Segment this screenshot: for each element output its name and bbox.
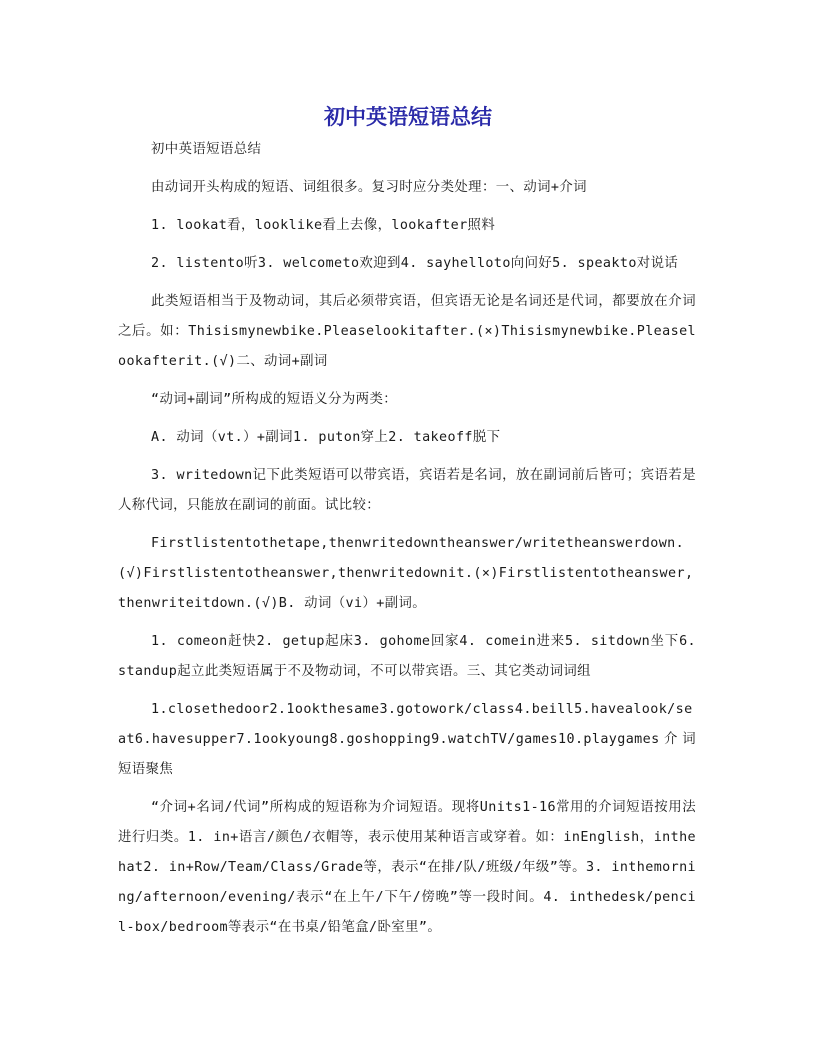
paragraph-list-1: 1. lookat看，looklike看上去像，lookafter照料	[151, 218, 496, 233]
paragraph-subtitle: 初中英语短语总结	[151, 142, 262, 157]
document-body	[118, 135, 696, 943]
paragraph-intro: 由动词开头构成的短语、词组很多。复习时应分类处理：一、动词+介词	[151, 180, 587, 195]
paragraph-other-phrases: 1.closethedoor2.1ookthesame3.gotowork/class4.beill5.havealook/seat6.havesupper7.1ookyoung8.goshopping9.watchTV/games10.playgames介词短语聚焦	[118, 702, 696, 777]
paragraph-explanation-2: 3. writedown记下此类短语可以带宾语，宾语若是名词，放在副词前后皆可；宾语若是人称代词，只能放在副词的前面。试比较：	[118, 468, 696, 513]
paragraph-list-2: 2. listento听3. welcometo欢迎到4. sayhelloto向问好5. speakto对说话	[151, 256, 679, 271]
paragraph-category-b: 1. comeon赶快2. getup起床3. gohome回家4. comein进来5. sitdown坐下6. standup起立此类短语属于不及物动词，不可以带宾语。三、其它类动词词组	[118, 634, 696, 679]
paragraph-category-a: A. 动词（vt.）+副词1. puton穿上2. takeoff脱下	[151, 430, 501, 445]
paragraph-explanation-1: 此类短语相当于及物动词，其后必须带宾语，但宾语无论是名词还是代词，都要放在介词之后。如：Thisismynewbike.Pleaselookitafter.(×)Thisismynewbike.Pleaselookafterit.(√)二、动词+副词	[118, 294, 696, 369]
document-title: 初中英语短语总结	[324, 104, 492, 129]
paragraph-example-sentences: Firstlistentothetape,thenwritedowntheanswer/writetheanswerdown.(√)Firstlistentotheanswer,thenwritedownit.(×)Firstlistentotheanswer,thenwriteitdown.(√)B. 动词（vi）+副词。	[118, 536, 694, 611]
paragraph-category-heading: “动词+副词”所构成的短语义分为两类：	[151, 392, 398, 407]
paragraph-prepositional-phrases: “介词+名词/代词”所构成的短语称为介词短语。现将Units1-16常用的介词短语按用法进行归类。1. in+语言/颜色/衣帽等，表示使用某种语言或穿着。如：inEnglish，inthehat2. in+Row/Team/Class/Grade等，表示“在排/队/班级/年级”等。3. inthemorning/afternoon/evening/表示“在上午/下午/傍晚”等一段时间。4. inthedesk/pencil-box/bedroom等表示“在书桌/铅笔盒/卧室里”。	[118, 800, 696, 935]
